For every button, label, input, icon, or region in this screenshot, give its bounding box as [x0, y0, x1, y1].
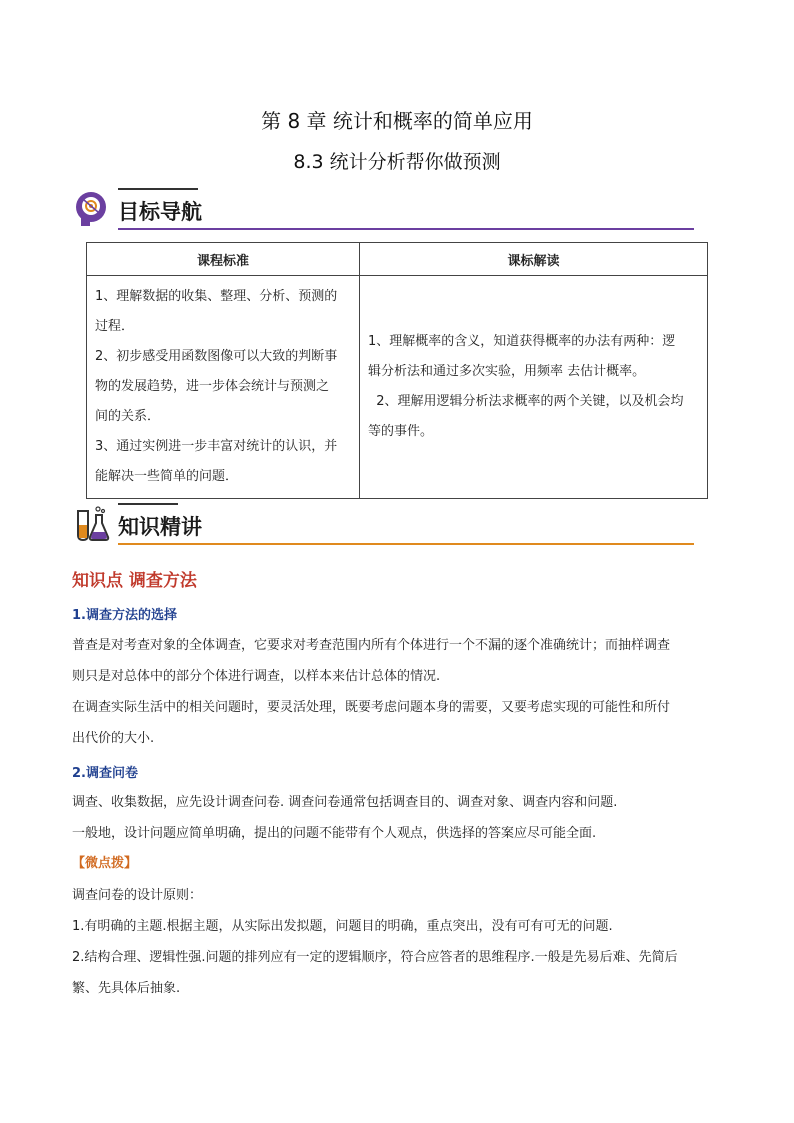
text-line: 则只是对总体中的部分个体进行调查，以样本来估计总体的情况.	[72, 669, 441, 684]
text-line: 过程．	[95, 319, 135, 334]
text-line: 1、理解概率的含义，知道获得概率的办法有两种：逻	[368, 334, 676, 349]
section-title: 8.3 统计分析帮你做预测	[293, 151, 501, 173]
tip-label: 【微点拨】	[72, 856, 138, 871]
text-line: 能解决一些简单的问题．	[95, 469, 239, 484]
text-line: 间的关系．	[95, 409, 161, 424]
text-line: 出代价的大小.	[72, 731, 155, 746]
paragraph: 调查问卷的设计原则：	[72, 888, 203, 903]
paragraph: 一般地，设计问题应简单明确，提出的问题不能带有个人观点，供选择的答案应尽可能全面.	[72, 826, 597, 841]
chapter-title: 第 8 章 统计和概率的简单应用	[261, 109, 533, 133]
table-header-standard: 课程标准	[87, 243, 360, 276]
paragraph: 调查、收集数据，应先设计调查问卷. 调查问卷通常包括调查目的、调查对象、调查内容和问题.	[72, 795, 618, 810]
section-label-knowledge: 知识精讲	[118, 515, 202, 539]
text-line: 1、理解数据的收集、整理、分析、预测的	[95, 289, 338, 304]
section-header-goals	[72, 188, 694, 234]
subheading-survey-method: 1.调查方法的选择	[72, 608, 177, 623]
text-line: 在调查实际生活中的相关问题时，要灵活处理，既要考虑问题本身的需要，又要考虑实现的可能性和所付	[72, 700, 671, 715]
section-label-goals: 目标导航	[118, 200, 202, 224]
paragraph: 1.有明确的主题.根据主题，从实际出发拟题，问题目的明确，重点突出，没有可有可无的问题.	[72, 919, 613, 934]
text-line: 2.结构合理、逻辑性强.问题的排列应有一定的逻辑顺序，符合应答者的思维程序.一般是先易后难、先简后	[72, 950, 678, 965]
text-line: 辑分析法和通过多次实验，用频率 去估计概率。	[368, 364, 646, 379]
brain-gear-icon	[72, 190, 110, 228]
paragraph	[72, 942, 724, 1004]
text-line: 繁、先具体后抽象.	[72, 981, 181, 996]
text-line: 等的事件。	[368, 424, 434, 439]
knowledge-point-title: 知识点 调查方法	[72, 571, 197, 591]
goals-table	[86, 242, 708, 499]
table-header-interpretation: 课标解读	[360, 243, 708, 276]
subheading-questionnaire: 2.调查问卷	[72, 766, 138, 781]
text-line: 3、通过实例进一步丰富对统计的认识，并	[95, 439, 338, 454]
text-line: 2、理解用逻辑分析法求概率的两个关键，以及机会均	[368, 394, 684, 409]
text-line: 2、初步感受用函数图像可以大致的判断事	[95, 349, 338, 364]
flask-icon	[72, 505, 110, 543]
text-line: 物的发展趋势，进一步体会统计与预测之	[95, 379, 330, 394]
table-cell-standard	[87, 276, 360, 499]
section-header-knowledge	[72, 503, 694, 549]
paragraph	[72, 630, 724, 692]
paragraph	[72, 692, 724, 754]
table-cell-interpretation	[360, 276, 708, 499]
text-line: 普查是对考查对象的全体调查，它要求对考查范围内所有个体进行一个不漏的逐个准确统计；而抽样调查	[72, 638, 671, 653]
